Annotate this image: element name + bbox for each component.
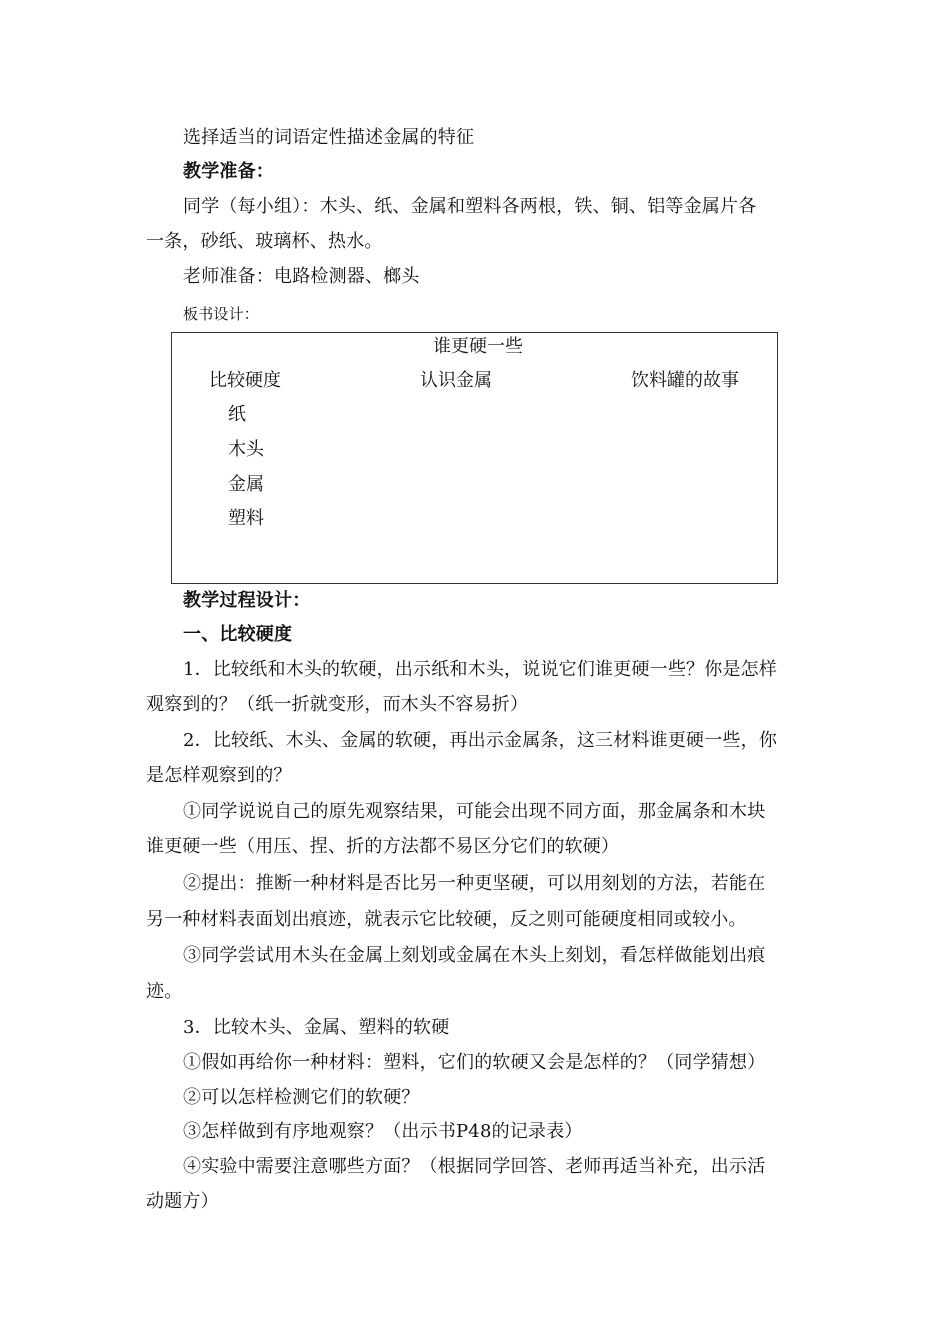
board-col-can-story: 饮料罐的故事 (631, 370, 739, 391)
process-heading: 教学过程设计： (183, 590, 311, 611)
paragraph-2-line-b: 是怎样观察到的？ (146, 765, 292, 786)
teacher-prep-line: 老师准备：电路检测器、榔头 (183, 266, 420, 287)
paragraph-2-line-a: 2．比较纸、木头、金属的软硬，再出示金属条，这三材料谁更硬一些，你 (183, 730, 778, 751)
board-title: 谁更硬一些 (433, 336, 523, 357)
objective-line: 选择适当的词语定性描述金属的特征 (183, 127, 475, 148)
board-item-wood: 木头 (228, 439, 264, 460)
section-one-heading: 一、比较硬度 (183, 624, 293, 645)
board-heading: 板书设计： (183, 305, 260, 323)
student-prep-line-2: 一条，砂纸、玻璃杯、热水。 (146, 231, 383, 252)
paragraph-1-line-a: 1．比较纸和木头的软硬，出示纸和木头，说说它们谁更硬一些？你是怎样 (183, 659, 778, 680)
board-item-metal: 金属 (228, 474, 264, 495)
paragraph-3-item-4-line-b: 动题方） (146, 1191, 219, 1212)
paragraph-2-item-3-line-b: 迹。 (146, 981, 183, 1002)
paragraph-2-item-2-line-b: 另一种材料表面划出痕迹，就表示它比较硬，反之则可能硬度相同或较小。 (146, 909, 747, 930)
paragraph-2-item-3-line-a: ③同学尝试用木头在金属上刻划或金属在木头上刻划，看怎样做能划出痕 (183, 945, 766, 966)
board-item-plastic: 塑料 (228, 508, 264, 529)
board-design-box (171, 332, 778, 584)
paragraph-1-line-b: 观察到的？（纸一折就变形，而木头不容易折） (146, 694, 529, 715)
board-col-hardness: 比较硬度 (209, 370, 281, 391)
paragraph-2-item-1-line-a: ①同学说说自己的原先观察结果，可能会出现不同方面，那金属条和木块 (183, 801, 766, 822)
board-item-paper: 纸 (228, 404, 246, 425)
board-col-metals: 认识金属 (420, 370, 492, 391)
paragraph-3-item-3: ③怎样做到有序地观察？（出示书P48的记录表） (183, 1121, 583, 1142)
paragraph-3-item-4-line-a: ④实验中需要注意哪些方面？（根据同学回答、老师再适当补充，出示活 (183, 1156, 766, 1177)
paragraph-2-item-2-line-a: ②提出：推断一种材料是否比另一种更坚硬，可以用刻划的方法，若能在 (183, 873, 766, 894)
paragraph-3-item-2: ②可以怎样检测它们的软硬？ (183, 1087, 420, 1108)
student-prep-line-1: 同学（每小组）：木头、纸、金属和塑料各两根，铁、铜、铝等金属片各 (183, 196, 757, 217)
paragraph-3-line: 3．比较木头、金属、塑料的软硬 (183, 1017, 450, 1038)
prep-heading: 教学准备： (183, 161, 274, 182)
paragraph-3-item-1: ①假如再给你一种材料：塑料，它们的软硬又会是怎样的？（同学猜想） (183, 1052, 766, 1073)
paragraph-2-item-1-line-b: 谁更硬一些（用压、捏、折的方法都不易区分它们的软硬） (146, 836, 620, 857)
